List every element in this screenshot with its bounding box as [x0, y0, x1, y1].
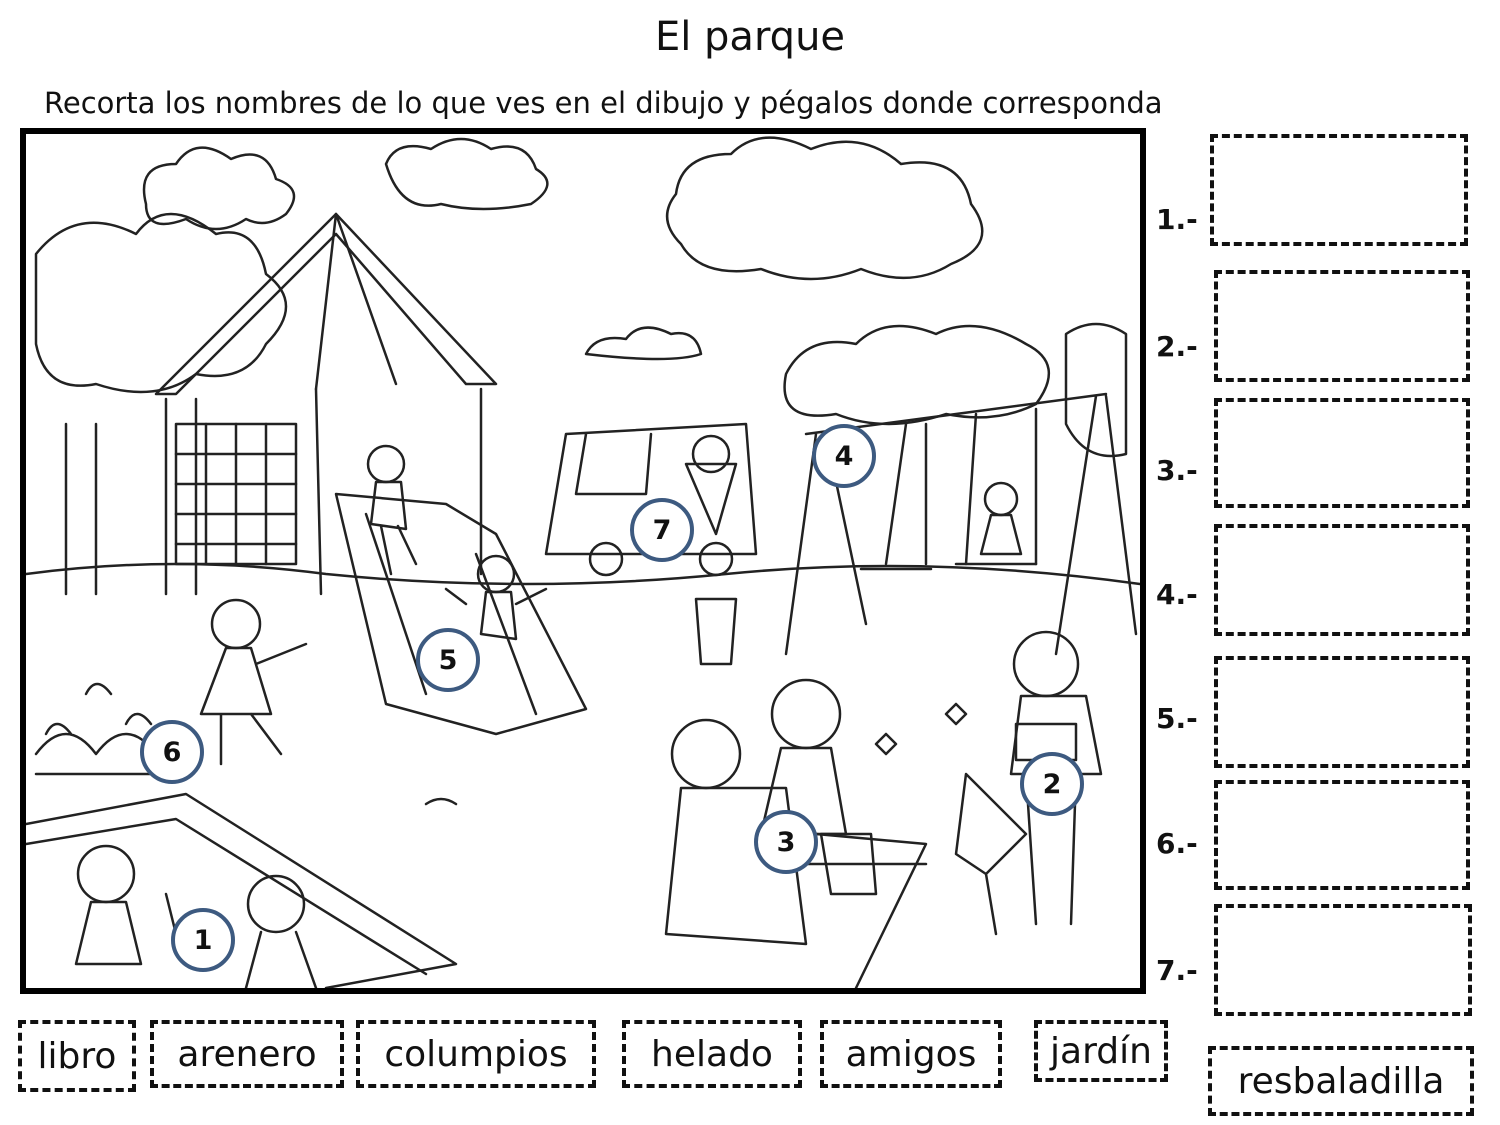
word-card-amigos[interactable]: amigos [820, 1020, 1002, 1088]
cloud [586, 328, 701, 359]
word-card-resbaladilla[interactable]: resbaladilla [1208, 1046, 1474, 1116]
child-body [371, 482, 416, 574]
answer-label-5: 5.- [1156, 702, 1198, 735]
boy-head [672, 720, 740, 788]
marker-4: 4 [812, 424, 876, 488]
marker-3: 3 [754, 810, 818, 874]
word-card-jardin[interactable]: jardín [1034, 1020, 1168, 1082]
slide [336, 494, 586, 734]
climbing-wall-grid [176, 424, 296, 564]
answer-box-3[interactable] [1214, 398, 1470, 508]
park-illustration [20, 128, 1146, 994]
answer-box-6[interactable] [1214, 780, 1470, 890]
child-body [246, 932, 316, 988]
marker-7: 7 [630, 498, 694, 562]
marker-6: 6 [140, 720, 204, 784]
answer-label-1: 1.- [1156, 203, 1198, 236]
answer-label-6: 6.- [1156, 827, 1198, 860]
instruction-text: Recorta los nombres de lo que ves en el dibujo y pégalos donde corresponda [44, 86, 1163, 120]
swing-chains [886, 409, 1036, 564]
answer-box-4[interactable] [1214, 524, 1470, 636]
child-head [248, 876, 304, 932]
marker-5: 5 [416, 628, 480, 692]
child-head [78, 846, 134, 902]
answer-box-7[interactable] [1214, 904, 1472, 1016]
cloud [386, 139, 547, 209]
tree-foliage [1066, 324, 1126, 456]
sandbox [26, 794, 456, 988]
word-card-libro[interactable]: libro [18, 1020, 136, 1092]
word-card-columpios[interactable]: columpios [356, 1020, 596, 1088]
park-drawing [26, 134, 1140, 988]
child-body [981, 515, 1021, 554]
answer-box-2[interactable] [1214, 270, 1470, 382]
ice-cream-scoop [693, 436, 729, 472]
boy-head [1014, 632, 1078, 696]
tree-foliage [785, 326, 1049, 424]
word-card-arenero[interactable]: arenero [150, 1020, 344, 1088]
answer-box-5[interactable] [1214, 656, 1470, 768]
answer-box-1[interactable] [1210, 134, 1468, 246]
answer-label-3: 3.- [1156, 454, 1198, 487]
truck-wheel [590, 543, 622, 575]
word-card-helado[interactable]: helado [622, 1020, 802, 1088]
page-title: El parque [654, 14, 846, 60]
cloud [667, 138, 982, 279]
answer-label-2: 2.- [1156, 330, 1198, 363]
cloud [144, 148, 294, 229]
marker-2: 2 [1020, 752, 1084, 816]
marker-1: 1 [171, 908, 235, 972]
answer-label-7: 7.- [1156, 954, 1198, 987]
girl-body [201, 644, 306, 764]
truck-wheel [700, 543, 732, 575]
child-head [368, 446, 404, 482]
girl-head [772, 680, 840, 748]
girl-head [212, 600, 260, 648]
horizon [26, 564, 1140, 584]
trash-can [696, 599, 736, 664]
bench [956, 774, 1026, 934]
answer-label-4: 4.- [1156, 578, 1198, 611]
child-head [985, 483, 1017, 515]
child-body [76, 894, 176, 964]
